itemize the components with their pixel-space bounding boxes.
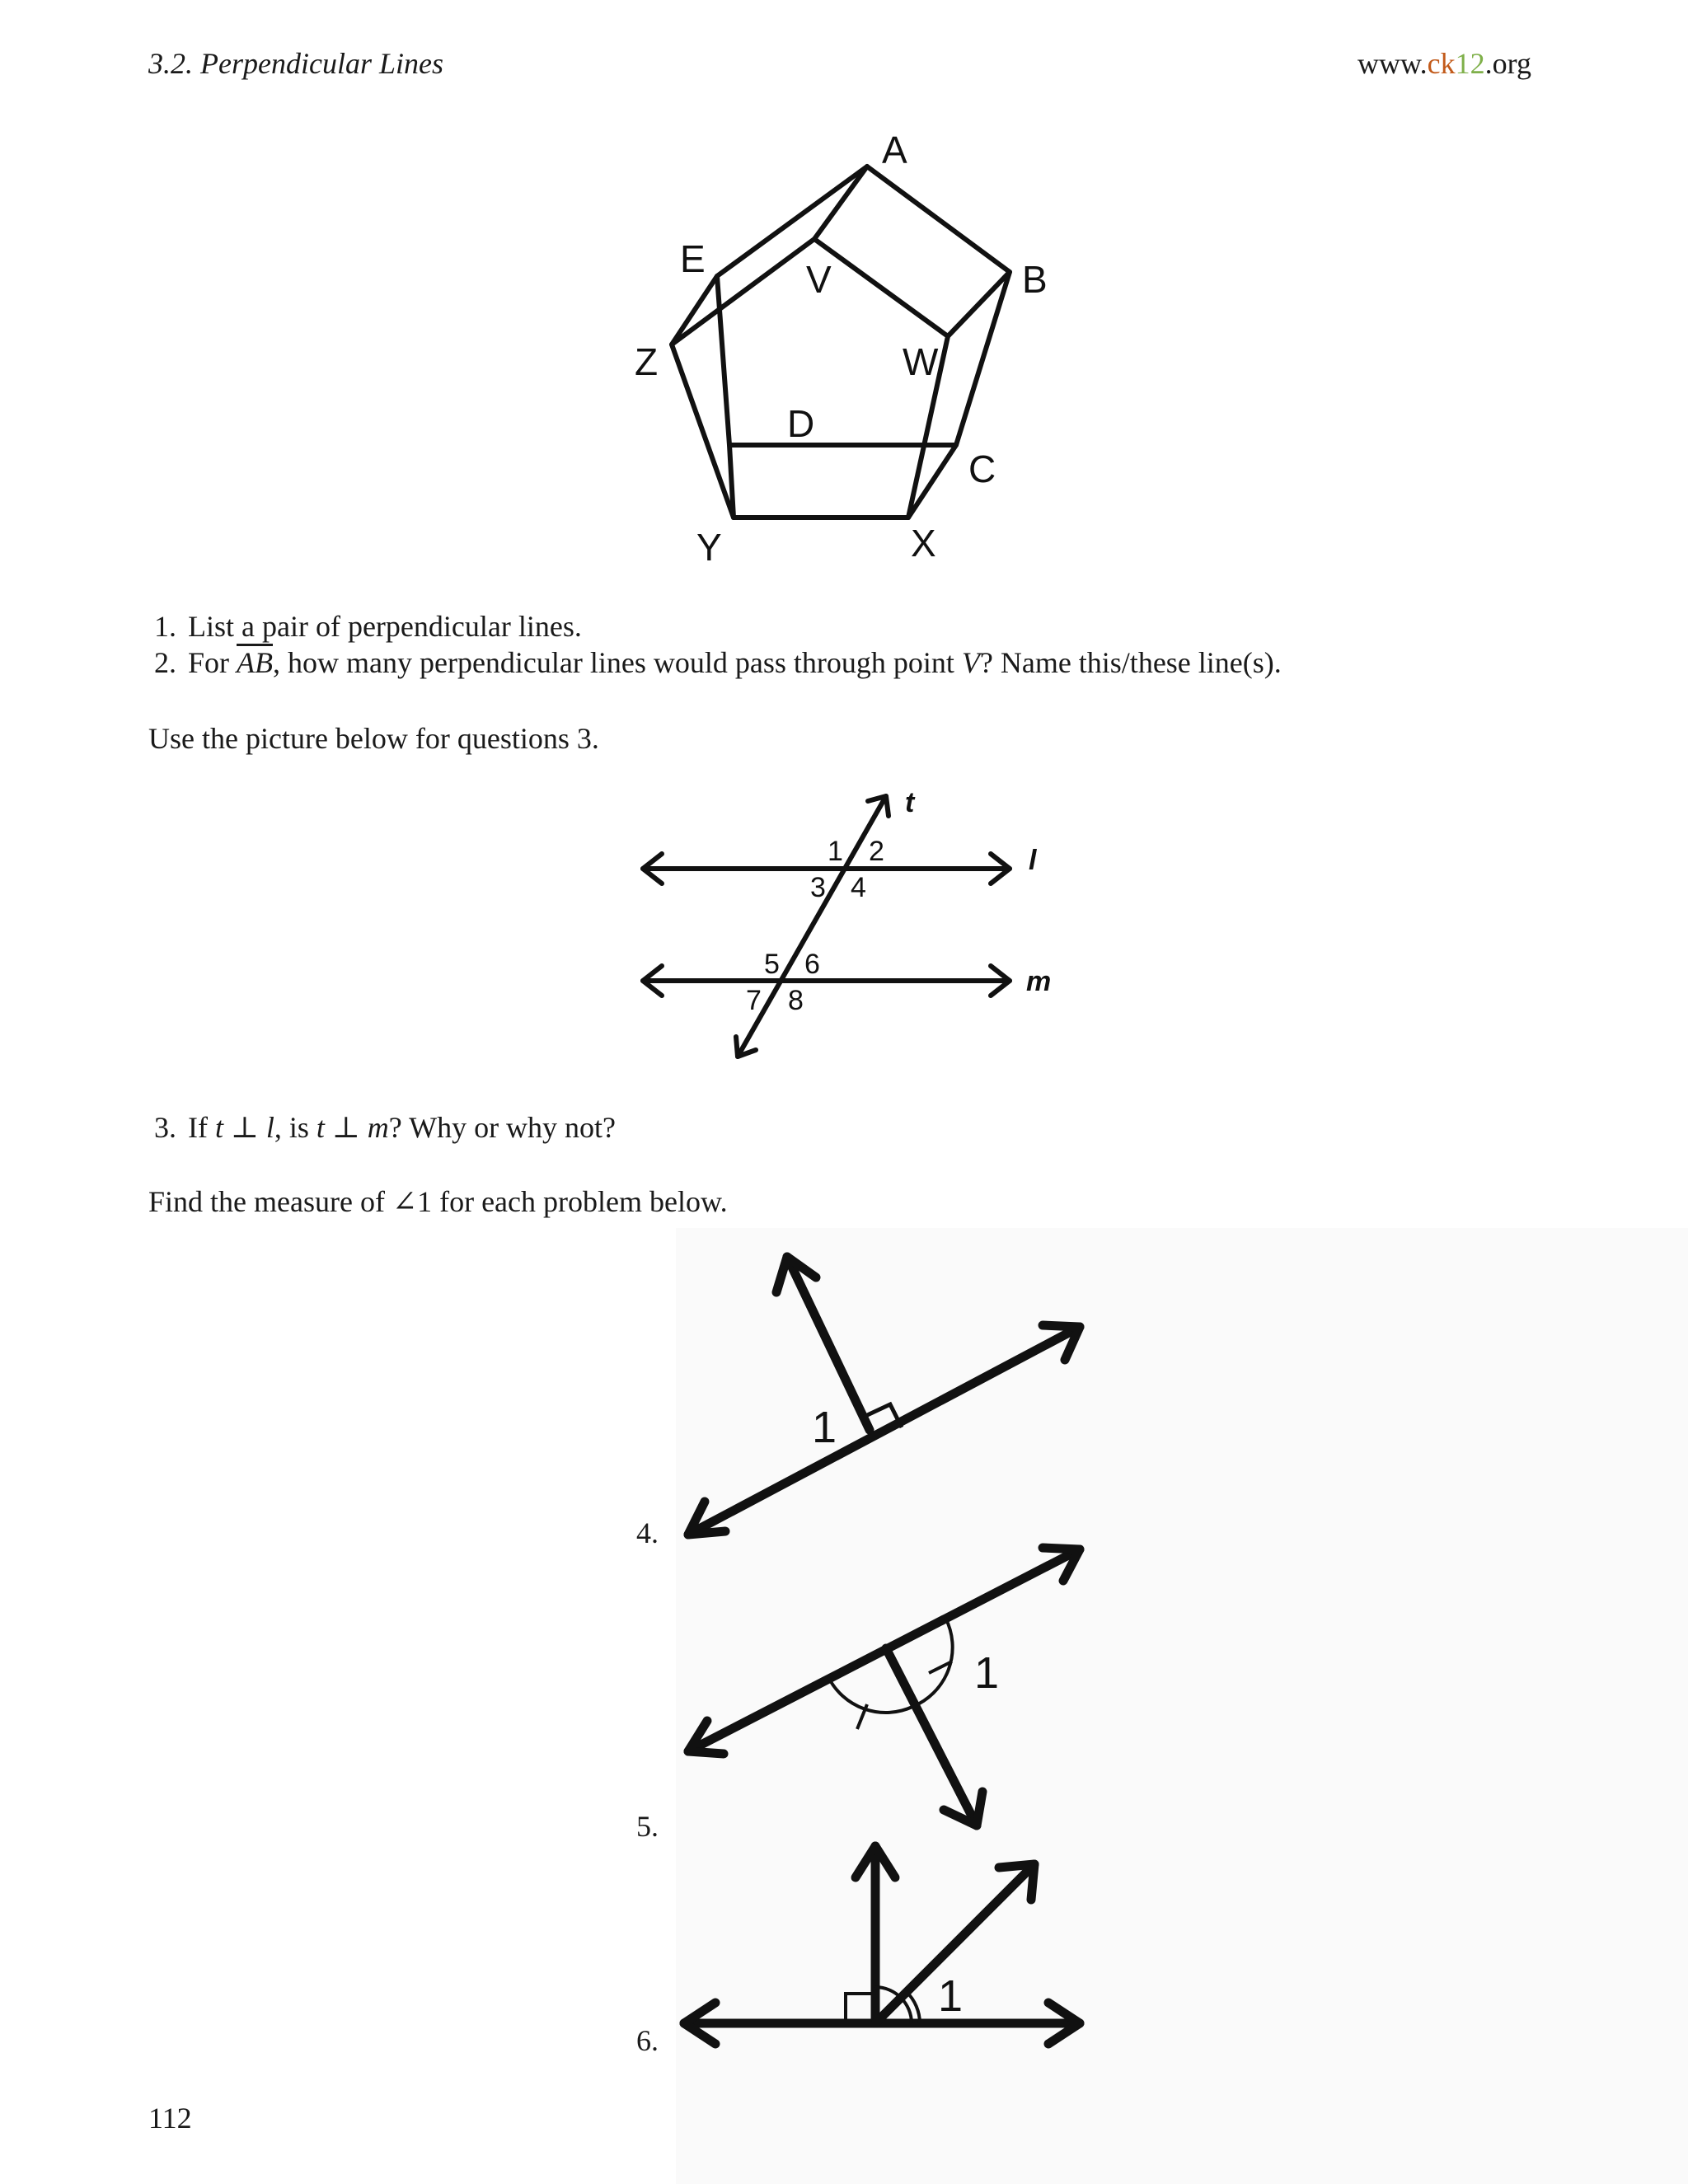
section-title: 3.2. Perpendicular Lines bbox=[148, 47, 443, 80]
angle-label-1: 1 bbox=[828, 836, 843, 867]
label-V: V bbox=[806, 258, 832, 301]
problem-6-angle-label: 1 bbox=[938, 1971, 964, 2021]
label-Y: Y bbox=[696, 526, 722, 569]
label-A: A bbox=[882, 129, 907, 171]
angle-label-4: 4 bbox=[851, 872, 866, 903]
label-E: E bbox=[680, 237, 706, 280]
question-1: 1. List a pair of perpendicular lines. bbox=[154, 610, 582, 643]
question-3: 3. If t ⊥ l, is t ⊥ m? Why or why not? bbox=[154, 1111, 617, 1144]
instruction-find-angle: Find the measure of ∠1 for each problem below. bbox=[148, 1185, 728, 1218]
line-label-t: t bbox=[905, 787, 915, 818]
label-C: C bbox=[968, 448, 996, 490]
problem-5-figure bbox=[659, 1533, 1121, 1854]
site-url[interactable]: www.ck12.org bbox=[1357, 47, 1531, 80]
page-number: 112 bbox=[148, 2102, 192, 2135]
problem-6-number: 6. bbox=[636, 2024, 659, 2057]
angle-label-3: 3 bbox=[810, 872, 826, 903]
angle-label-6: 6 bbox=[804, 949, 820, 980]
angle-label-2: 2 bbox=[869, 836, 884, 867]
label-W: W bbox=[903, 340, 939, 383]
angle-label-8: 8 bbox=[788, 985, 804, 1016]
label-B: B bbox=[1022, 258, 1048, 301]
line-label-m: m bbox=[1026, 966, 1052, 997]
angle-label-7: 7 bbox=[746, 985, 762, 1016]
problem-4-figure bbox=[659, 1236, 1121, 1566]
line-label-l: l bbox=[1029, 845, 1037, 876]
problem-4-number: 4. bbox=[636, 1516, 659, 1549]
pentagonal-prism-figure bbox=[610, 115, 1071, 577]
problem-4-angle-label: 1 bbox=[812, 1403, 837, 1452]
transversal-figure bbox=[626, 779, 1071, 1076]
label-D: D bbox=[787, 402, 815, 445]
label-Z: Z bbox=[635, 340, 659, 383]
question-2: 2. For $\overline{AB}$, how many perpendicular lines would pass through point V? Name this/these line(s). bbox=[154, 646, 1282, 679]
instruction-figure-2: Use the picture below for questions 3. bbox=[148, 722, 599, 755]
label-X: X bbox=[911, 522, 936, 565]
problem-6-figure bbox=[659, 1830, 1121, 2052]
problem-5-number: 5. bbox=[636, 1810, 659, 1843]
angle-label-5: 5 bbox=[764, 949, 780, 980]
problem-5-angle-label: 1 bbox=[974, 1648, 1000, 1698]
